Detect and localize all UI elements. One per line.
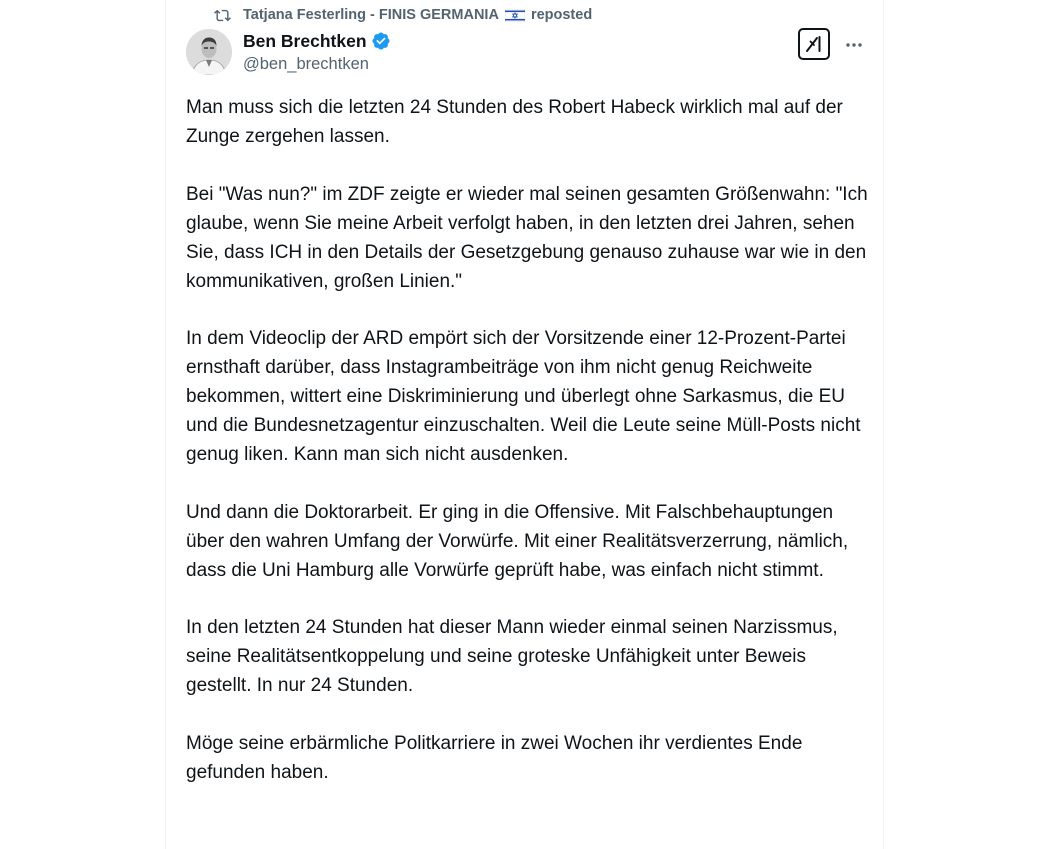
grok-button[interactable] xyxy=(798,28,830,60)
tweet-paragraph: Man muss sich die letzten 24 Stunden des Robert Habeck wirklich mal auf der Zunge zergehen lassen. xyxy=(186,97,843,147)
author-display-name[interactable]: Ben Brechtken xyxy=(243,30,367,51)
tweet-column xyxy=(165,0,884,849)
avatar-image xyxy=(186,29,232,75)
repost-context[interactable] xyxy=(214,5,592,25)
grok-icon xyxy=(804,34,824,54)
tweet-paragraph: In den letzten 24 Stunden hat dieser Mann wieder einmal seinen Narzissmus, seine Realitätsentkoppelung und seine groteske Unfähigkeit unter Beweis gestellt. In nur 24 Stunden. xyxy=(186,617,838,696)
repost-icon xyxy=(214,7,231,24)
tweet-text xyxy=(186,93,876,815)
verified-badge-icon[interactable] xyxy=(371,31,391,51)
tweet-paragraph: Möge seine erbärmliche Politkarriere in zwei Wochen ihr verdientes Ende gefunden haben. xyxy=(186,732,803,783)
display-name-row xyxy=(243,29,391,53)
repost-suffix: reposted xyxy=(530,7,593,23)
more-options-button[interactable] xyxy=(842,33,866,57)
avatar[interactable] xyxy=(186,29,232,75)
author-block xyxy=(243,29,391,74)
more-options-icon xyxy=(844,35,864,55)
author-handle[interactable]: @ben_brechtken xyxy=(243,55,369,73)
reposter-name[interactable]: Tatjana Festerling - FINIS GERMANIA xyxy=(243,7,499,23)
tweet-paragraph: Und dann die Doktorarbeit. Er ging in die Offensive. Mit Falschbehauptungen über den wahren Umfang der Vorwürfe. Mit einer Realitätsverzerrung, nämlich, dass die Uni Hamburg alle Vorwürfe geprüft habe, was einfach nicht stimmt. xyxy=(186,501,849,581)
tweet-paragraph: In dem Videoclip der ARD empört sich der Vorsitzende einer 12-Prozent-Partei ernsthaft darüber, dass Instagrambeiträge von ihm nicht genug Reichweite bekommen, wittert eine Diskriminierung und überlegt ohne Sarkasmus, die EU und die Bundesnetzagentur einzuschalten. Weil die Leute seine Müll-Posts nicht genug liken. Kann man sich nicht ausdenken. xyxy=(186,328,861,465)
israel-flag-icon xyxy=(505,9,525,22)
tweet-paragraph: Bei "Was nun?" im ZDF zeigte er wieder mal seinen gesamten Größenwahn: "Ich glaube, wenn Sie meine Arbeit verfolgt haben, in den letzten drei Jahren, sehen Sie, dass ICH in den Details der Gesetzgebung genauso zuhause war wie in den kommunikativen, großen Linien." xyxy=(186,183,868,292)
